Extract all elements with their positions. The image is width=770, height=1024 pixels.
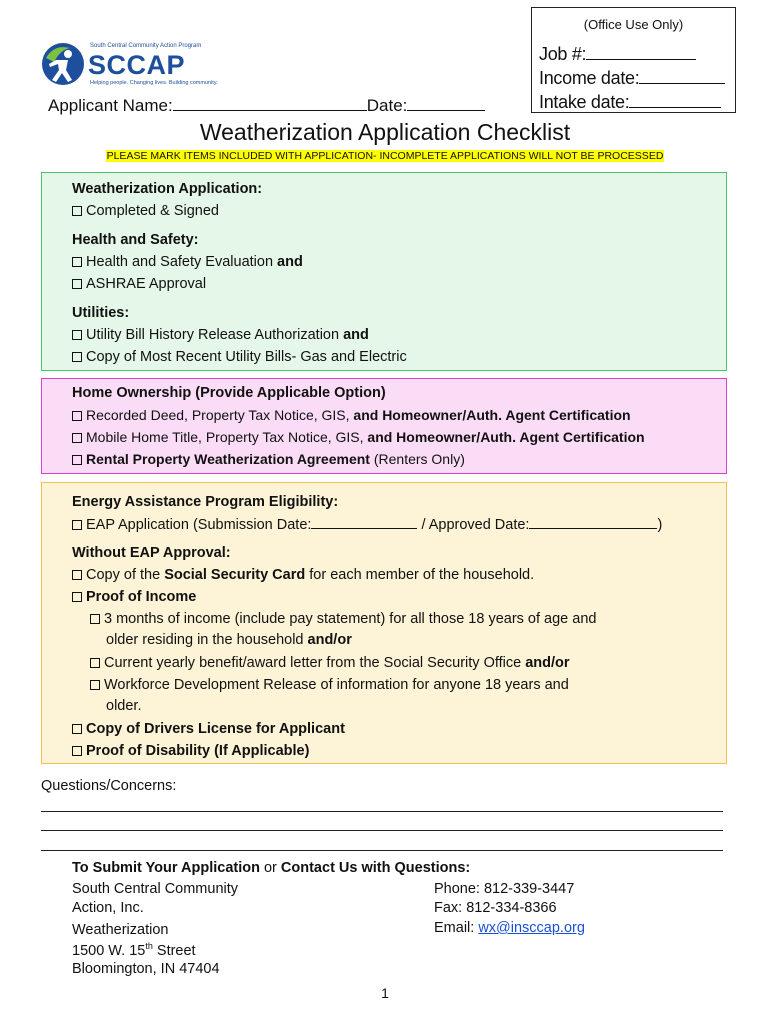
checkbox-icon[interactable] bbox=[72, 520, 82, 530]
checklist-item-application[interactable]: Completed & Signed bbox=[72, 203, 219, 219]
checkbox-icon[interactable] bbox=[90, 680, 100, 690]
notice-text: PLEASE MARK ITEMS INCLUDED WITH APPLICATION- INCOMPLETE APPLICATIONS WILL NOT BE PROCESSED bbox=[106, 150, 664, 162]
logo-tagline-bottom: Helping people. Changing lives. Building community. bbox=[90, 80, 218, 86]
office-use-box bbox=[531, 7, 736, 113]
checkbox-icon[interactable] bbox=[72, 257, 82, 267]
questions-line-1[interactable] bbox=[41, 811, 723, 812]
notice-banner bbox=[0, 150, 770, 162]
applicant-info-line bbox=[48, 96, 485, 116]
org-name-line-1: South Central Community bbox=[72, 881, 239, 897]
eap-submission-date-field[interactable] bbox=[311, 516, 417, 529]
checklist-item-drivers-license[interactable]: Copy of Drivers License for Applicant bbox=[72, 721, 345, 737]
checkbox-icon[interactable] bbox=[72, 411, 82, 421]
income-date-field[interactable] bbox=[539, 68, 725, 89]
page-number: 1 bbox=[381, 985, 389, 1001]
department: Weatherization bbox=[72, 922, 169, 938]
street-address: 1500 W. 15th Street bbox=[72, 941, 196, 959]
logo-tagline-top: South Central Community Action Program bbox=[90, 43, 202, 49]
checklist-item-disability[interactable]: Proof of Disability (If Applicable) bbox=[72, 743, 309, 759]
without-eap-heading: Without EAP Approval: bbox=[72, 545, 231, 561]
applicant-name-label: Applicant Name: bbox=[48, 96, 173, 115]
logo-wordmark: SCCAP bbox=[88, 50, 186, 80]
checklist-item-mobile-home[interactable]: Mobile Home Title, Property Tax Notice, GIS, and Homeowner/Auth. Agent Certification bbox=[72, 429, 645, 445]
office-use-title: (Office Use Only) bbox=[583, 17, 684, 32]
questions-label: Questions/Concerns: bbox=[41, 778, 177, 794]
income-date-label: Income date: bbox=[539, 68, 640, 88]
checkbox-icon[interactable] bbox=[72, 206, 82, 216]
applicant-date-label: Date: bbox=[366, 96, 408, 115]
checklist-item-social-security-card[interactable]: Copy of the Social Security Card for each member of the household. bbox=[72, 567, 534, 583]
email-link[interactable]: wx@insccap.org bbox=[478, 920, 585, 936]
eap-approved-date-field[interactable] bbox=[529, 516, 657, 529]
sccap-logo-mark bbox=[40, 40, 86, 93]
checklist-item-recorded-deed[interactable]: Recorded Deed, Property Tax Notice, GIS, and Homeowner/Auth. Agent Certification bbox=[72, 407, 631, 423]
checkbox-icon[interactable] bbox=[72, 455, 82, 465]
checklist-item-utility-bills[interactable]: Copy of Most Recent Utility Bills- Gas and Electric bbox=[72, 349, 407, 365]
checklist-item-utility-release[interactable]: Utility Bill History Release Authorization and bbox=[72, 327, 369, 343]
email-line: Email: wx@insccap.org bbox=[434, 920, 585, 936]
questions-line-2[interactable] bbox=[41, 830, 723, 831]
checkbox-icon[interactable] bbox=[90, 614, 100, 624]
checkbox-icon[interactable] bbox=[72, 592, 82, 602]
job-number-label: Job #: bbox=[539, 44, 587, 64]
questions-line-3[interactable] bbox=[41, 850, 723, 851]
checkbox-icon[interactable] bbox=[90, 658, 100, 668]
job-number-field[interactable] bbox=[539, 44, 696, 65]
checkbox-icon[interactable] bbox=[72, 330, 82, 340]
home-ownership-heading: Home Ownership (Provide Applicable Option) bbox=[72, 385, 386, 401]
checkbox-icon[interactable] bbox=[72, 433, 82, 443]
checklist-subitem-benefit-letter[interactable]: Current yearly benefit/award letter from the Social Security Office and/or bbox=[90, 655, 570, 671]
intake-date-label: Intake date: bbox=[539, 92, 630, 112]
checkbox-icon[interactable] bbox=[72, 279, 82, 289]
contact-heading: To Submit Your Application or Contact Us with Questions: bbox=[72, 860, 471, 876]
checkbox-icon[interactable] bbox=[72, 570, 82, 580]
checklist-item-health-safety-evaluation[interactable]: Health and Safety Evaluation and bbox=[72, 254, 303, 270]
fax-number: Fax: 812-334-8366 bbox=[434, 900, 557, 916]
checklist-subitem-workforce-release[interactable]: Workforce Development Release of information for anyone 18 years and bbox=[90, 677, 569, 693]
checklist-item-rental[interactable]: Rental Property Weatherization Agreement (Renters Only) bbox=[72, 451, 465, 467]
utilities-heading: Utilities: bbox=[72, 305, 130, 321]
checklist-subitem-income-statements[interactable]: 3 months of income (include pay statement) for all those 18 years of age and bbox=[90, 611, 596, 627]
checkbox-icon[interactable] bbox=[72, 352, 82, 362]
intake-date-field[interactable] bbox=[539, 92, 721, 113]
checklist-item-ashrae[interactable]: ASHRAE Approval bbox=[72, 276, 206, 292]
applicant-date-field[interactable] bbox=[407, 96, 485, 111]
checkbox-icon[interactable] bbox=[72, 724, 82, 734]
eap-heading: Energy Assistance Program Eligibility: bbox=[72, 494, 339, 510]
city-state-zip: Bloomington, IN 47404 bbox=[72, 961, 220, 977]
checklist-item-proof-of-income[interactable]: Proof of Income bbox=[72, 589, 196, 605]
health-safety-heading: Health and Safety: bbox=[72, 232, 199, 248]
application-heading: Weatherization Application: bbox=[72, 181, 263, 197]
org-name-line-2: Action, Inc. bbox=[72, 900, 144, 916]
checkbox-icon[interactable] bbox=[72, 746, 82, 756]
applicant-name-field[interactable] bbox=[173, 96, 367, 111]
page-title: Weatherization Application Checklist bbox=[199, 119, 571, 145]
income-statements-continued: older residing in the household and/or bbox=[106, 632, 352, 648]
workforce-release-continued: older. bbox=[106, 698, 142, 714]
phone-number: Phone: 812-339-3447 bbox=[434, 881, 575, 897]
checklist-item-eap-application[interactable]: EAP Application (Submission Date: / Approved Date: ) bbox=[72, 516, 662, 533]
